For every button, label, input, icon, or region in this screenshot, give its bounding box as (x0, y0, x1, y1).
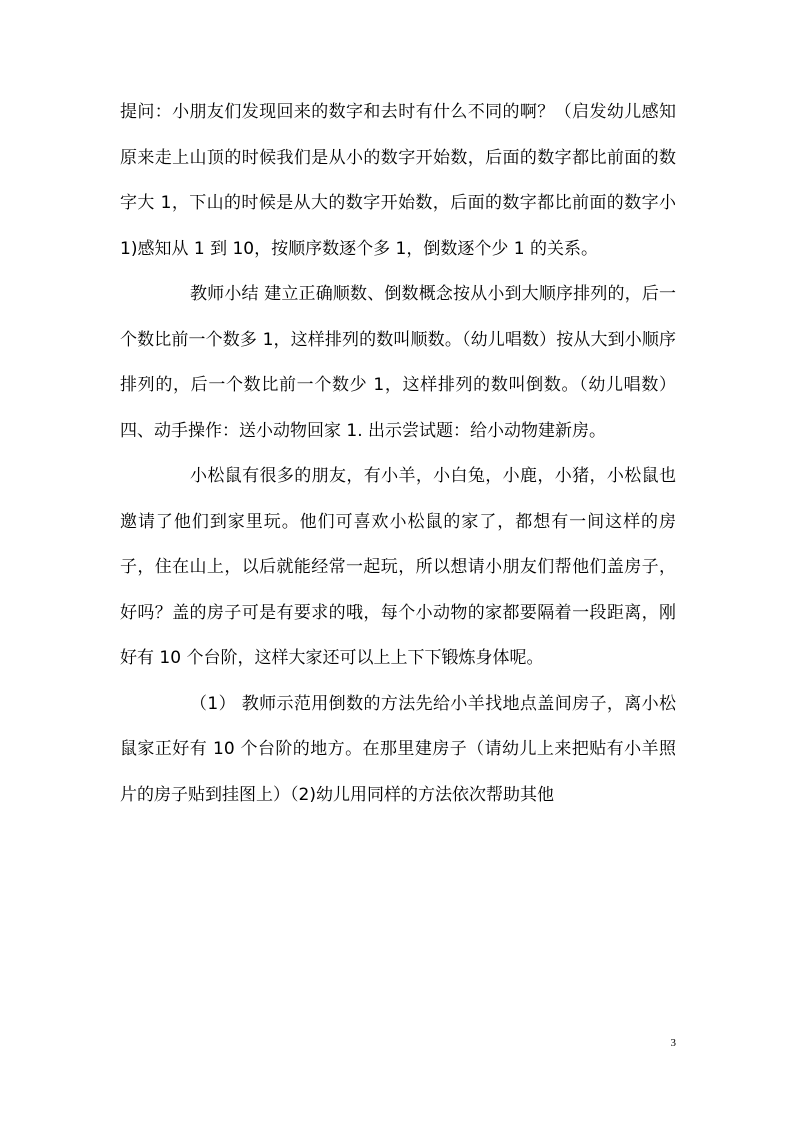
paragraph-question: 提问：小朋友们发现回来的数字和去时有什么不同的啊？（启发幼儿感知原来走上山顶的时候我们是从小的数字开始数，后面的数字都比前面的数字大 1，下山的时候是从大的数字开始数，后面的数字都比前面的数字小 1)感知从 1 到 10，按顺序数逐个多 1，倒数逐个少 1 的关系。 (120, 102, 676, 259)
document-body (120, 90, 676, 818)
paragraph-squirrel-story: 小松鼠有很多的朋友，有小羊，小白兔，小鹿，小猪，小松鼠也邀请了他们到家里玩。他们可喜欢小松鼠的家了，都想有一间这样的房子，住在山上，以后就能经常一起玩，所以想请小朋友们帮他们盖房子，好吗？盖的房子可是有要求的哦，每个小动物的家都要隔着一段距离，刚好有 10 个台阶，这样大家还可以上上下下锻炼身体呢。 (120, 466, 676, 668)
paragraph-teacher-summary: 教师小结 建立正确顺数、倒数概念按从小到大顺序排列的，后一个数比前一个数多 1，这样排列的数叫顺数。（幼儿唱数）按从大到小顺序排列的，后一个数比前一个数少 1，这样排列的数叫倒数。（幼儿唱数）四、动手操作：送小动物回家 1. 出示尝试题：给小动物建新房。 (120, 284, 676, 441)
paragraph-demonstration: （1） 教师示范用倒数的方法先给小羊找地点盖间房子，离小松鼠家正好有 10 个台阶的地方。在那里建房子（请幼儿上来把贴有小羊照片的房子贴到挂图上）（2)幼儿用同样的方法依次帮助其他 (120, 693, 676, 805)
page-number: 3 (670, 1037, 676, 1049)
